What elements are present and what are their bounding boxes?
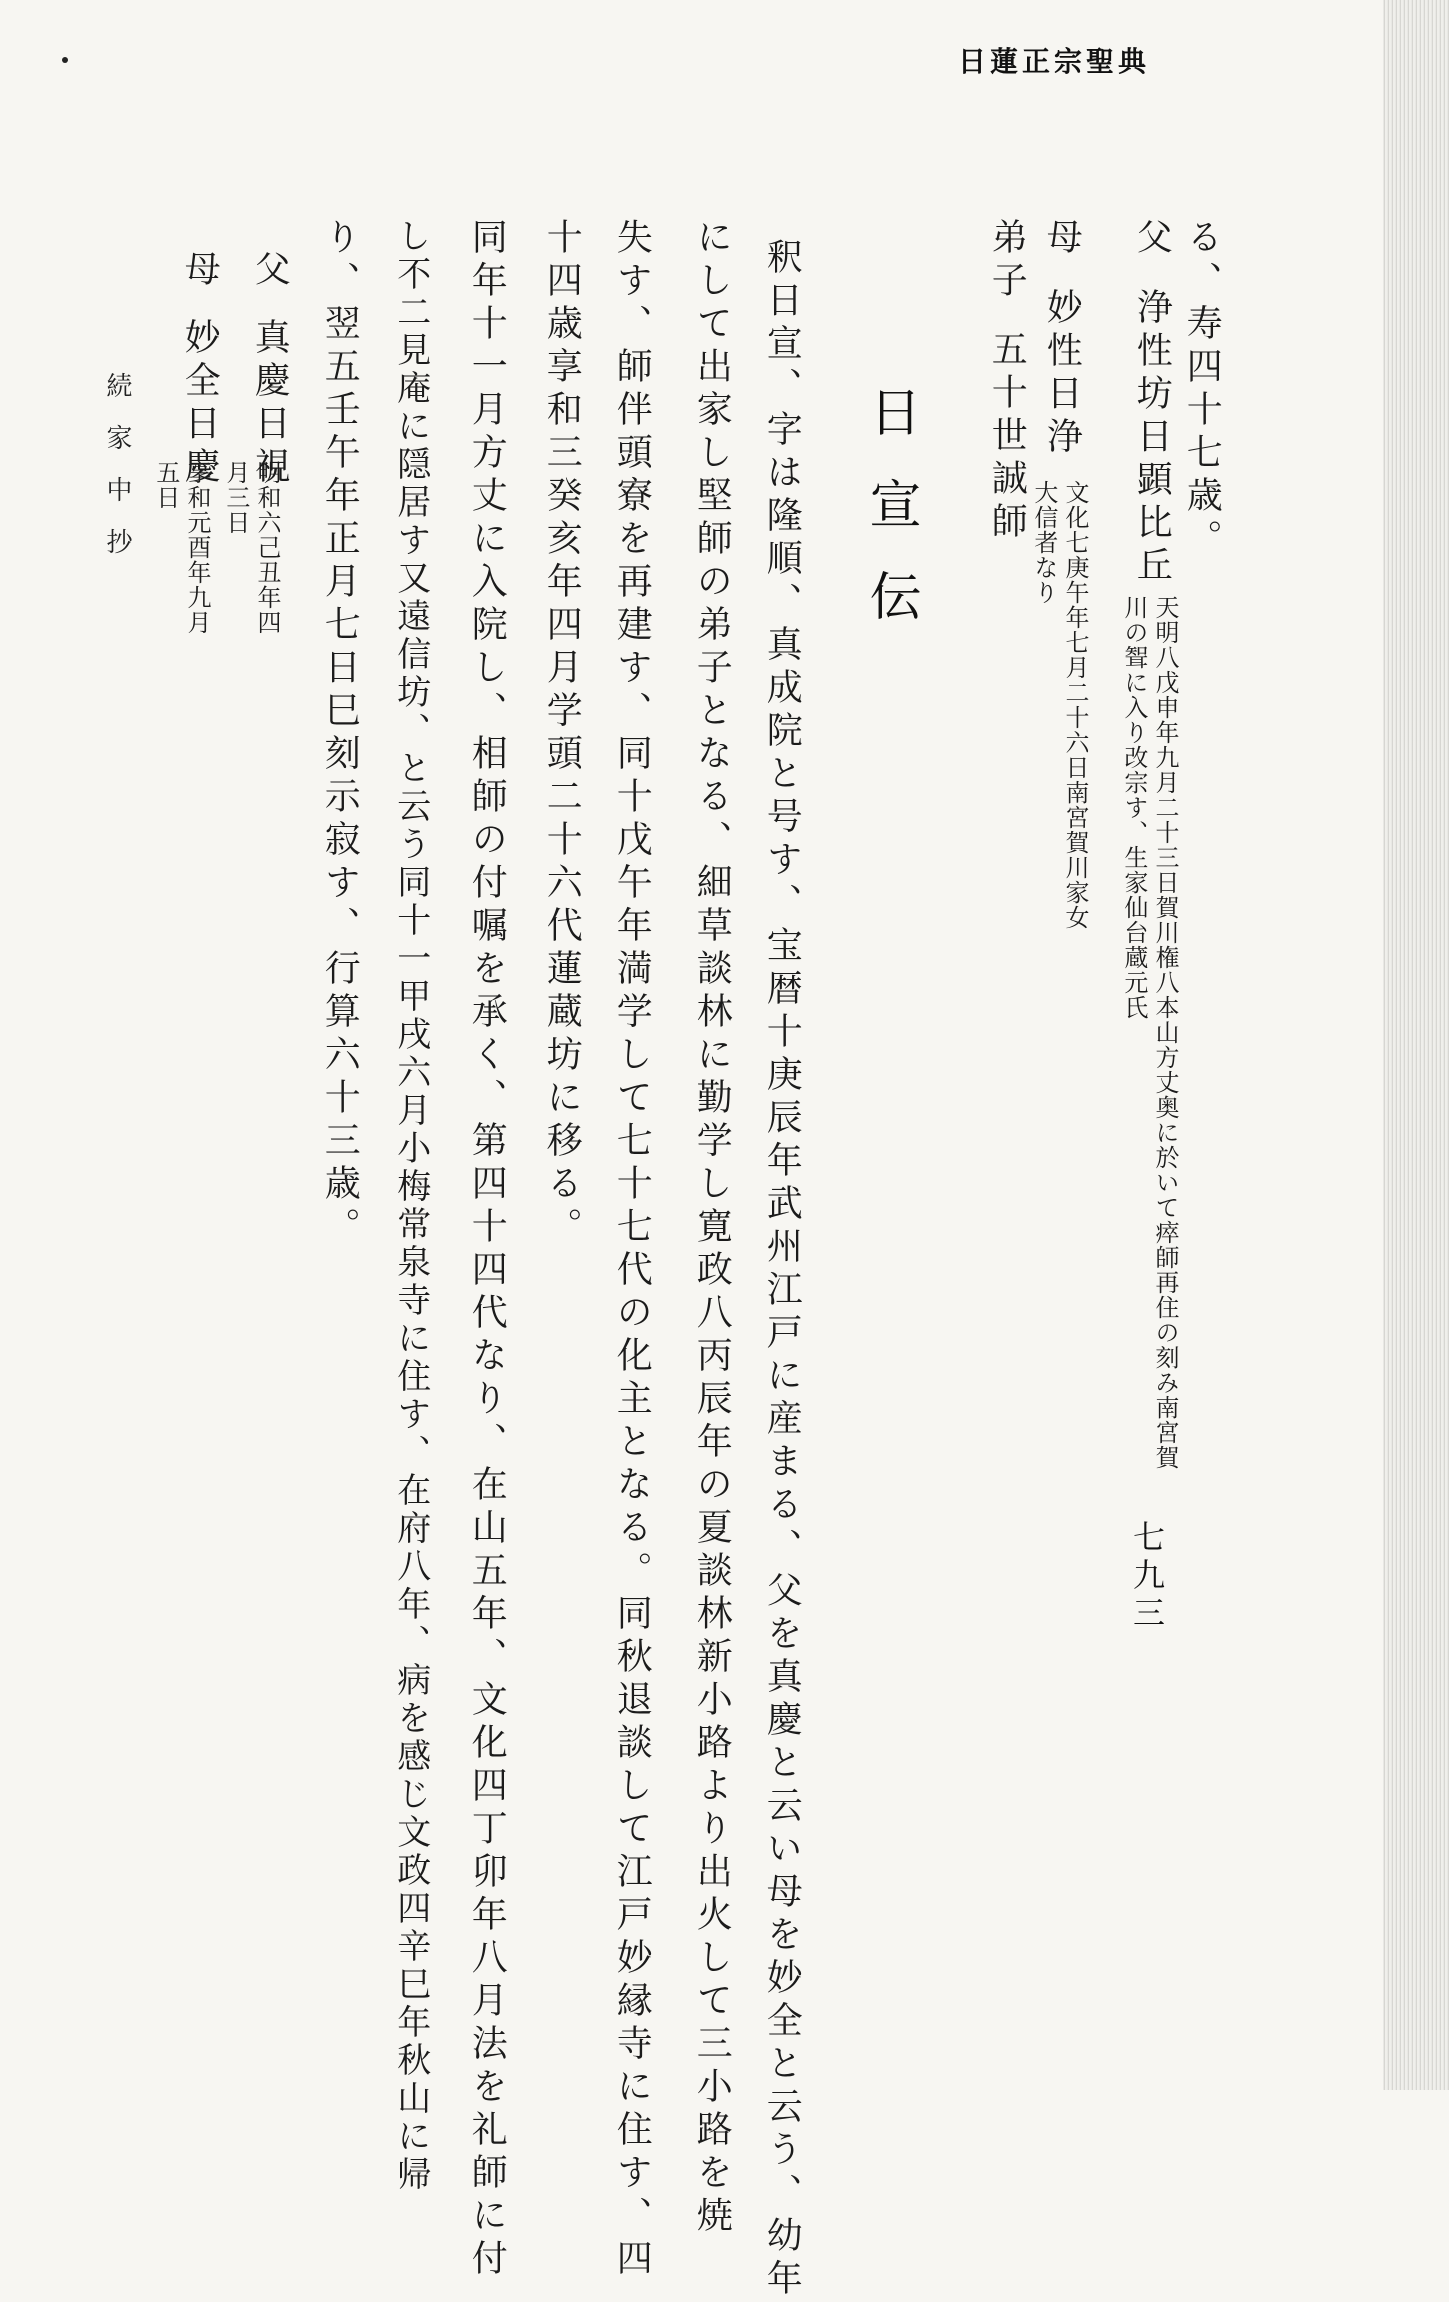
previous-father-note: 天明八戊申年九月二十三日賀川権八本山方丈奥に於いて瘁師再住の刻み南宮賀川の聟に入り改宗す、生家仙台蔵元氏 [1119,595,1179,1470]
previous-father-label: 父 [1131,218,1173,261]
previous-disciple-label: 弟子 [986,218,1028,304]
previous-mother-label: 母 [1041,218,1083,261]
page-number: 七九三 [1128,1520,1166,1634]
previous-father-text: 浄性坊日顕比丘 [1131,288,1173,589]
body-line: 失す、師伴頭寮を再建す、同十戊午年満学して七十七代の化主となる。同秋退談して江戸妙縁寺に住す、四 [611,218,653,2282]
body-line: にして出家し堅師の弟子となる、細草談林に勤学し寛政八丙辰年の夏談林新小路より出火して三小路を焼 [691,218,733,2239]
running-header: 日蓮正宗聖典 [958,45,1151,78]
mother-note: 享和元酉年九月五日 [151,460,211,635]
previous-mother-note: 文化七庚午年七月二十六日南宮賀川家女大信者なり [1029,480,1089,930]
mother-label: 母 [179,250,221,293]
father-note: 明和六己丑年四月三日 [221,460,281,635]
body-line: り、翌五壬午年正月七日巳刻示寂す、行算六十三歳。 [319,218,361,1250]
body-line: 十四歳享和三癸亥年四月学頭二十六代蓮蔵坊に移る。 [541,218,583,1250]
book-spine-shadow [1383,0,1449,2090]
section-title: 日宣伝 [860,385,920,661]
print-speck [62,57,68,63]
previous-mother-text: 妙性日浄 [1041,288,1083,460]
father-label: 父 [249,250,291,293]
body-line: 釈日宣、字は隆順、真成院と号す、宝暦十庚辰年武州江戸に産まる、父を真慶と云い母を妙全と云う、幼年 [761,238,803,2302]
body-line: 同年十一月方丈に入院し、相師の付嘱を承く、第四十四代なり、在山五年、文化四丁卯年八月法を礼師に付 [466,218,508,2282]
previous-entry-line: る、寿四十七歳。 [1181,218,1223,562]
body-line: し不二見庵に隠居す又遠信坊、と云う同十一甲戌六月小梅常泉寺に住す、在府八年、病を感じ文政四辛巳年秋山に帰 [390,218,431,2194]
source-attribution: 続家中抄 [102,372,132,580]
father-text: 真慶日視 [249,318,291,490]
previous-disciple-text: 五十世誠師 [986,330,1028,545]
mother-text: 妙全日慶 [179,318,221,490]
